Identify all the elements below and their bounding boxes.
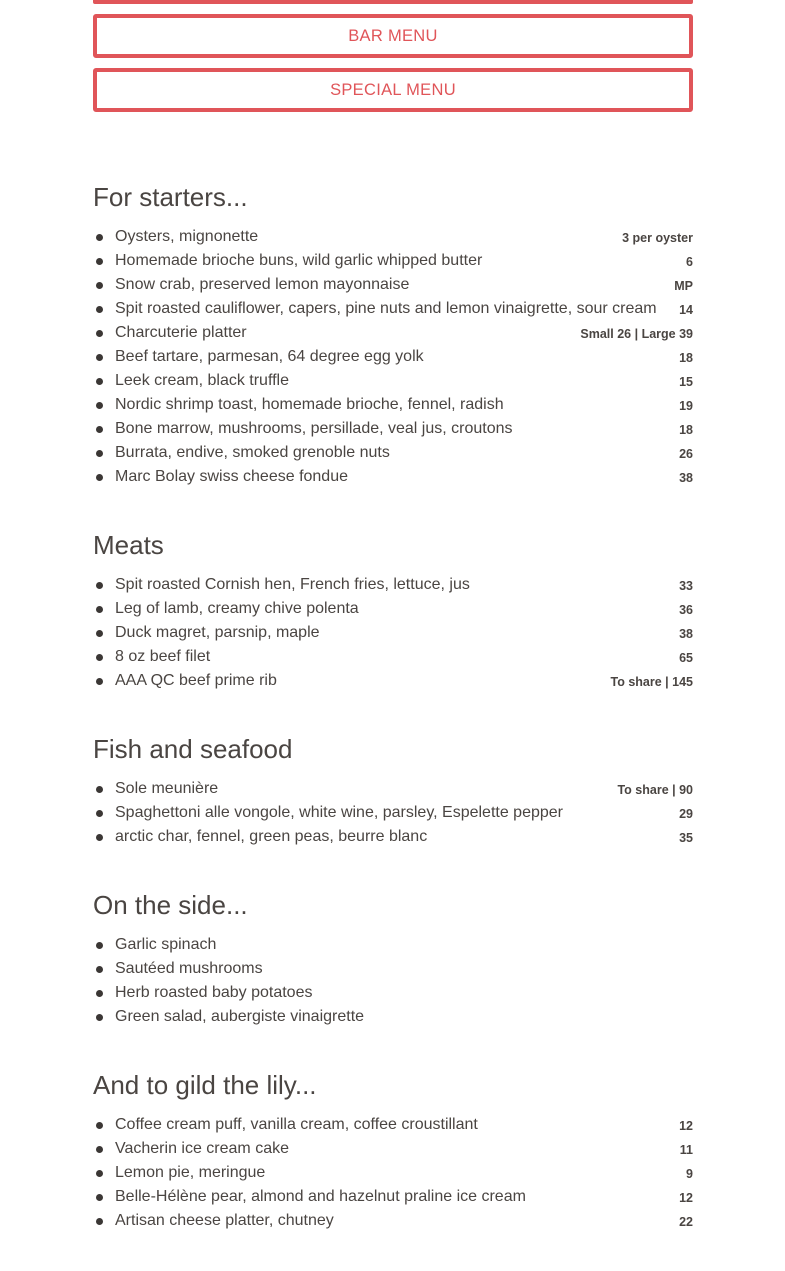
bullet-icon: [96, 678, 103, 685]
bullet-icon: [96, 810, 103, 817]
menu-item-price: 15: [679, 375, 693, 389]
menu-item-price: 22: [679, 1215, 693, 1229]
bullet-icon: [96, 234, 103, 241]
menu-item: [93, 981, 693, 1005]
sides-list: [93, 933, 693, 1029]
menu-item-price: To share | 145: [610, 675, 693, 689]
section-title: For starters...: [93, 182, 248, 212]
bullet-icon: [96, 402, 103, 409]
menu-item-name: Beef tartare, parmesan, 64 degree egg yolk: [115, 348, 424, 365]
menu-item-name: Sole meunière: [115, 780, 219, 797]
bullet-icon: [96, 786, 103, 793]
menu-item-name: Leg of lamb, creamy chive polenta: [115, 600, 359, 617]
menu-item-price: 9: [686, 1167, 693, 1181]
menu-item: [93, 573, 693, 597]
menu-item-name: Spit roasted Cornish hen, French fries, lettuce, jus: [115, 576, 470, 593]
bullet-icon: [96, 378, 103, 385]
menu-item-name: Charcuterie platter: [115, 324, 247, 341]
bullet-icon: [96, 306, 103, 313]
menu-item-name: Artisan cheese platter, chutney: [115, 1212, 334, 1229]
menu-item: [93, 801, 693, 825]
menu-item-price: To share | 90: [617, 783, 693, 797]
menu-item-name: Lemon pie, meringue: [115, 1164, 266, 1181]
menu-item-name: AAA QC beef prime rib: [115, 672, 277, 689]
menu-item-name: Herb roasted baby potatoes: [115, 984, 313, 1001]
section-desserts: [93, 1069, 693, 1229]
bullet-icon: [96, 1194, 103, 1201]
menu-item-name: Homemade brioche buns, wild garlic whipped butter: [115, 252, 483, 269]
menu-item: [93, 669, 693, 693]
menu-item-name: Leek cream, black truffle: [115, 372, 290, 389]
menu-item-price: 19: [679, 399, 693, 413]
menu-item-price: 38: [679, 471, 693, 485]
menu-item-name: Coffee cream puff, vanilla cream, coffee croustillant: [115, 1116, 478, 1133]
bullet-icon: [96, 354, 103, 361]
menu-item: [93, 621, 693, 645]
menu-item: [93, 1005, 693, 1029]
bullet-icon: [96, 942, 103, 949]
menu-item-price: 26: [679, 447, 693, 461]
section-title: On the side...: [93, 890, 248, 920]
menu-item-price: Small 26 | Large 39: [580, 327, 693, 341]
bullet-icon: [96, 1170, 103, 1177]
menu-item: [93, 933, 693, 957]
menu-item-name: 8 oz beef filet: [115, 648, 211, 665]
menu-item-name: Duck magret, parsnip, maple: [115, 624, 320, 641]
menu-item: [93, 345, 693, 369]
starters-list: [93, 225, 693, 489]
menu-item: [93, 777, 693, 801]
bullet-icon: [96, 1122, 103, 1129]
menu-item: [93, 645, 693, 669]
menu-item-price: 29: [679, 807, 693, 821]
section-title: And to gild the lily...: [93, 1070, 317, 1100]
section-fish-seafood: [93, 733, 693, 845]
bullet-icon: [96, 282, 103, 289]
menu-item: [93, 273, 693, 297]
menu-button-partial[interactable]: [93, 0, 693, 4]
bullet-icon: [96, 834, 103, 841]
section-title: Meats: [93, 530, 164, 560]
menu-item-price: 11: [679, 1143, 693, 1157]
bullet-icon: [96, 654, 103, 661]
menu-item-price: 14: [679, 303, 693, 317]
menu-item-name: Belle-Hélène pear, almond and hazelnut praline ice cream: [115, 1188, 526, 1205]
bar-menu-button[interactable]: [93, 14, 693, 58]
bullet-icon: [96, 606, 103, 613]
menu-item-name: Nordic shrimp toast, homemade brioche, fennel, radish: [115, 396, 504, 413]
bullet-icon: [96, 1146, 103, 1153]
bullet-icon: [96, 966, 103, 973]
menu-item-price: 6: [686, 255, 693, 269]
fish-seafood-list: [93, 777, 693, 849]
bar-menu-label: BAR MENU: [348, 26, 438, 45]
menu-item: [93, 465, 693, 489]
menu-item: [93, 1185, 693, 1209]
menu-item: [93, 1113, 693, 1137]
menu-item-name: Snow crab, preserved lemon mayonnaise: [115, 276, 410, 293]
special-menu-button[interactable]: [93, 68, 693, 112]
menu-item: [93, 597, 693, 621]
bullet-icon: [96, 1218, 103, 1225]
menu-item: [93, 1209, 693, 1233]
menu-item-price: 12: [679, 1191, 693, 1205]
menu-item: [93, 225, 693, 249]
menu-item-name: Vacherin ice cream cake: [115, 1140, 289, 1157]
section-title: Fish and seafood: [93, 734, 293, 764]
menu-item: [93, 369, 693, 393]
section-meats: [93, 529, 693, 689]
menu-item: [93, 249, 693, 273]
menu-item-price: 65: [679, 651, 693, 665]
menu-item-price: 18: [679, 423, 693, 437]
menu-item: [93, 441, 693, 465]
menu-item-price: 33: [679, 579, 693, 593]
meats-list: [93, 573, 693, 693]
bullet-icon: [96, 426, 103, 433]
menu-item: [93, 417, 693, 441]
menu-item: [93, 321, 693, 345]
menu-item-name: arctic char, fennel, green peas, beurre blanc: [115, 828, 428, 845]
menu-item: [93, 1137, 693, 1161]
bullet-icon: [96, 630, 103, 637]
menu-item-price: 18: [679, 351, 693, 365]
menu-item-name: Oysters, mignonette: [115, 228, 259, 245]
special-menu-label: SPECIAL MENU: [330, 80, 456, 99]
menu-item-price: 35: [679, 831, 693, 845]
menu-item-name: Garlic spinach: [115, 936, 217, 953]
menu-item: [93, 825, 693, 849]
menu-item-name: Bone marrow, mushrooms, persillade, veal jus, croutons: [115, 420, 513, 437]
desserts-list: [93, 1113, 693, 1233]
menu-item: [93, 957, 693, 981]
bullet-icon: [96, 990, 103, 997]
bullet-icon: [96, 258, 103, 265]
menu-item-name: Burrata, endive, smoked grenoble nuts: [115, 444, 390, 461]
bullet-icon: [96, 582, 103, 589]
section-sides: [93, 889, 693, 1025]
menu-item-price: 12: [679, 1119, 693, 1133]
menu-item-name: Green salad, aubergiste vinaigrette: [115, 1008, 365, 1025]
bullet-icon: [96, 330, 103, 337]
section-starters: [93, 181, 693, 485]
bullet-icon: [96, 474, 103, 481]
menu-item-price: MP: [674, 279, 693, 293]
menu-item-name: Sautéed mushrooms: [115, 960, 263, 977]
menu-item-name: Spit roasted cauliflower, capers, pine nuts and lemon vinaigrette, sour cream: [115, 300, 657, 317]
bullet-icon: [96, 450, 103, 457]
bullet-icon: [96, 1014, 103, 1021]
menu-item: [93, 1161, 693, 1185]
menu-item-price: 36: [679, 603, 693, 617]
menu-item-price: 3 per oyster: [622, 231, 693, 245]
menu-item: [93, 393, 693, 417]
menu-item-price: 38: [679, 627, 693, 641]
menu-item: [93, 297, 693, 321]
menu-item-name: Marc Bolay swiss cheese fondue: [115, 468, 348, 485]
menu-item-name: Spaghettoni alle vongole, white wine, parsley, Espelette pepper: [115, 804, 563, 821]
